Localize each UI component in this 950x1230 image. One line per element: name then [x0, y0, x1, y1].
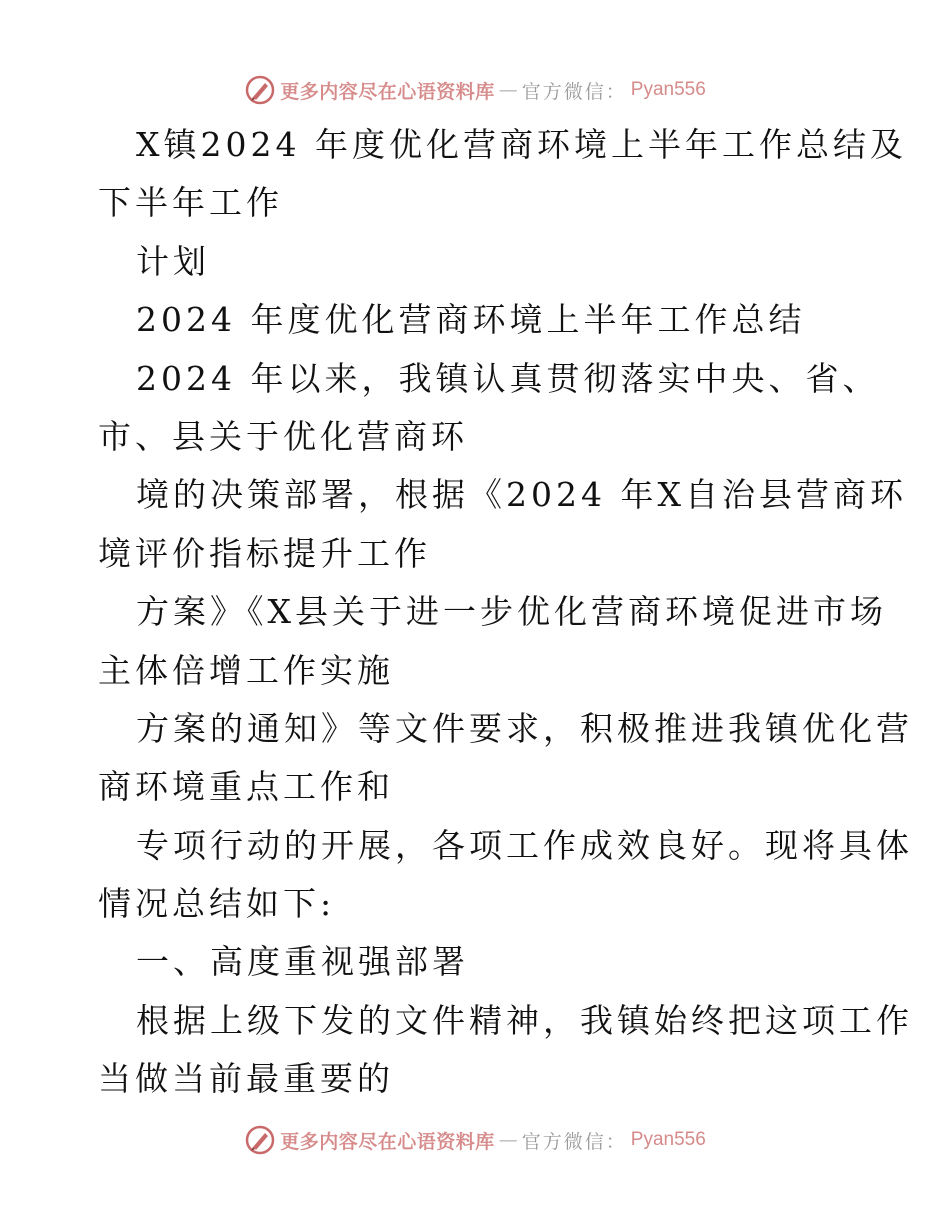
banner-separator: — — [498, 79, 518, 101]
pen-logo-icon — [244, 1124, 276, 1156]
paragraph-line: 2024 年以来，我镇认真贯彻落实中央、省、 — [136, 358, 880, 398]
banner-wechat-id: Pyan556 — [630, 1129, 706, 1150]
banner-colon: ： — [605, 1130, 625, 1153]
header-banner — [0, 70, 950, 110]
banner-site-text: 更多内容尽在心语资料库 — [280, 80, 495, 103]
paragraph-line: 根据上级下发的文件精神，我镇始终把这项工作 — [136, 1000, 913, 1040]
paragraph-line: 方案的通知》等文件要求，积极推进我镇优化营 — [136, 708, 913, 748]
section-title: 2024 年度优化营商环境上半年工作总结 — [136, 300, 806, 340]
paragraph-line: 商环境重点工作和 — [98, 767, 394, 807]
paragraph-line: 方案》《X县关于进一步优化营商环境促进市场 — [136, 592, 887, 632]
paragraph-line: 境评价指标提升工作 — [98, 533, 431, 573]
paragraph-line: 专项行动的开展，各项工作成效良好。现将具体 — [136, 825, 913, 865]
paragraph-line: 境的决策部署，根据《2024 年X自治县营商环 — [136, 475, 907, 515]
banner-separator: — — [498, 1129, 518, 1151]
document-title-line-3: 计划 — [136, 241, 210, 281]
banner-label: 官方微信 — [521, 80, 606, 103]
document-body — [98, 116, 913, 1109]
document-title-line-2: 下半年工作 — [98, 183, 283, 223]
paragraph-line: 情况总结如下: — [98, 884, 336, 924]
paragraph-line: 主体倍增工作实施 — [98, 650, 394, 690]
banner-label: 官方微信 — [521, 1130, 606, 1153]
footer-banner — [0, 1120, 950, 1160]
section-heading: 一、高度重视强部署 — [136, 942, 469, 982]
document-title-line-1: X镇2024 年度优化营商环境上半年工作总结及 — [136, 125, 907, 164]
banner-colon: ： — [605, 80, 625, 103]
banner-wechat-id: Pyan556 — [630, 79, 706, 100]
banner-site-text: 更多内容尽在心语资料库 — [280, 1130, 495, 1153]
paragraph-line: 市、县关于优化营商环 — [98, 416, 468, 456]
pen-logo-icon — [244, 74, 276, 106]
paragraph-line: 当做当前最重要的 — [98, 1059, 394, 1099]
